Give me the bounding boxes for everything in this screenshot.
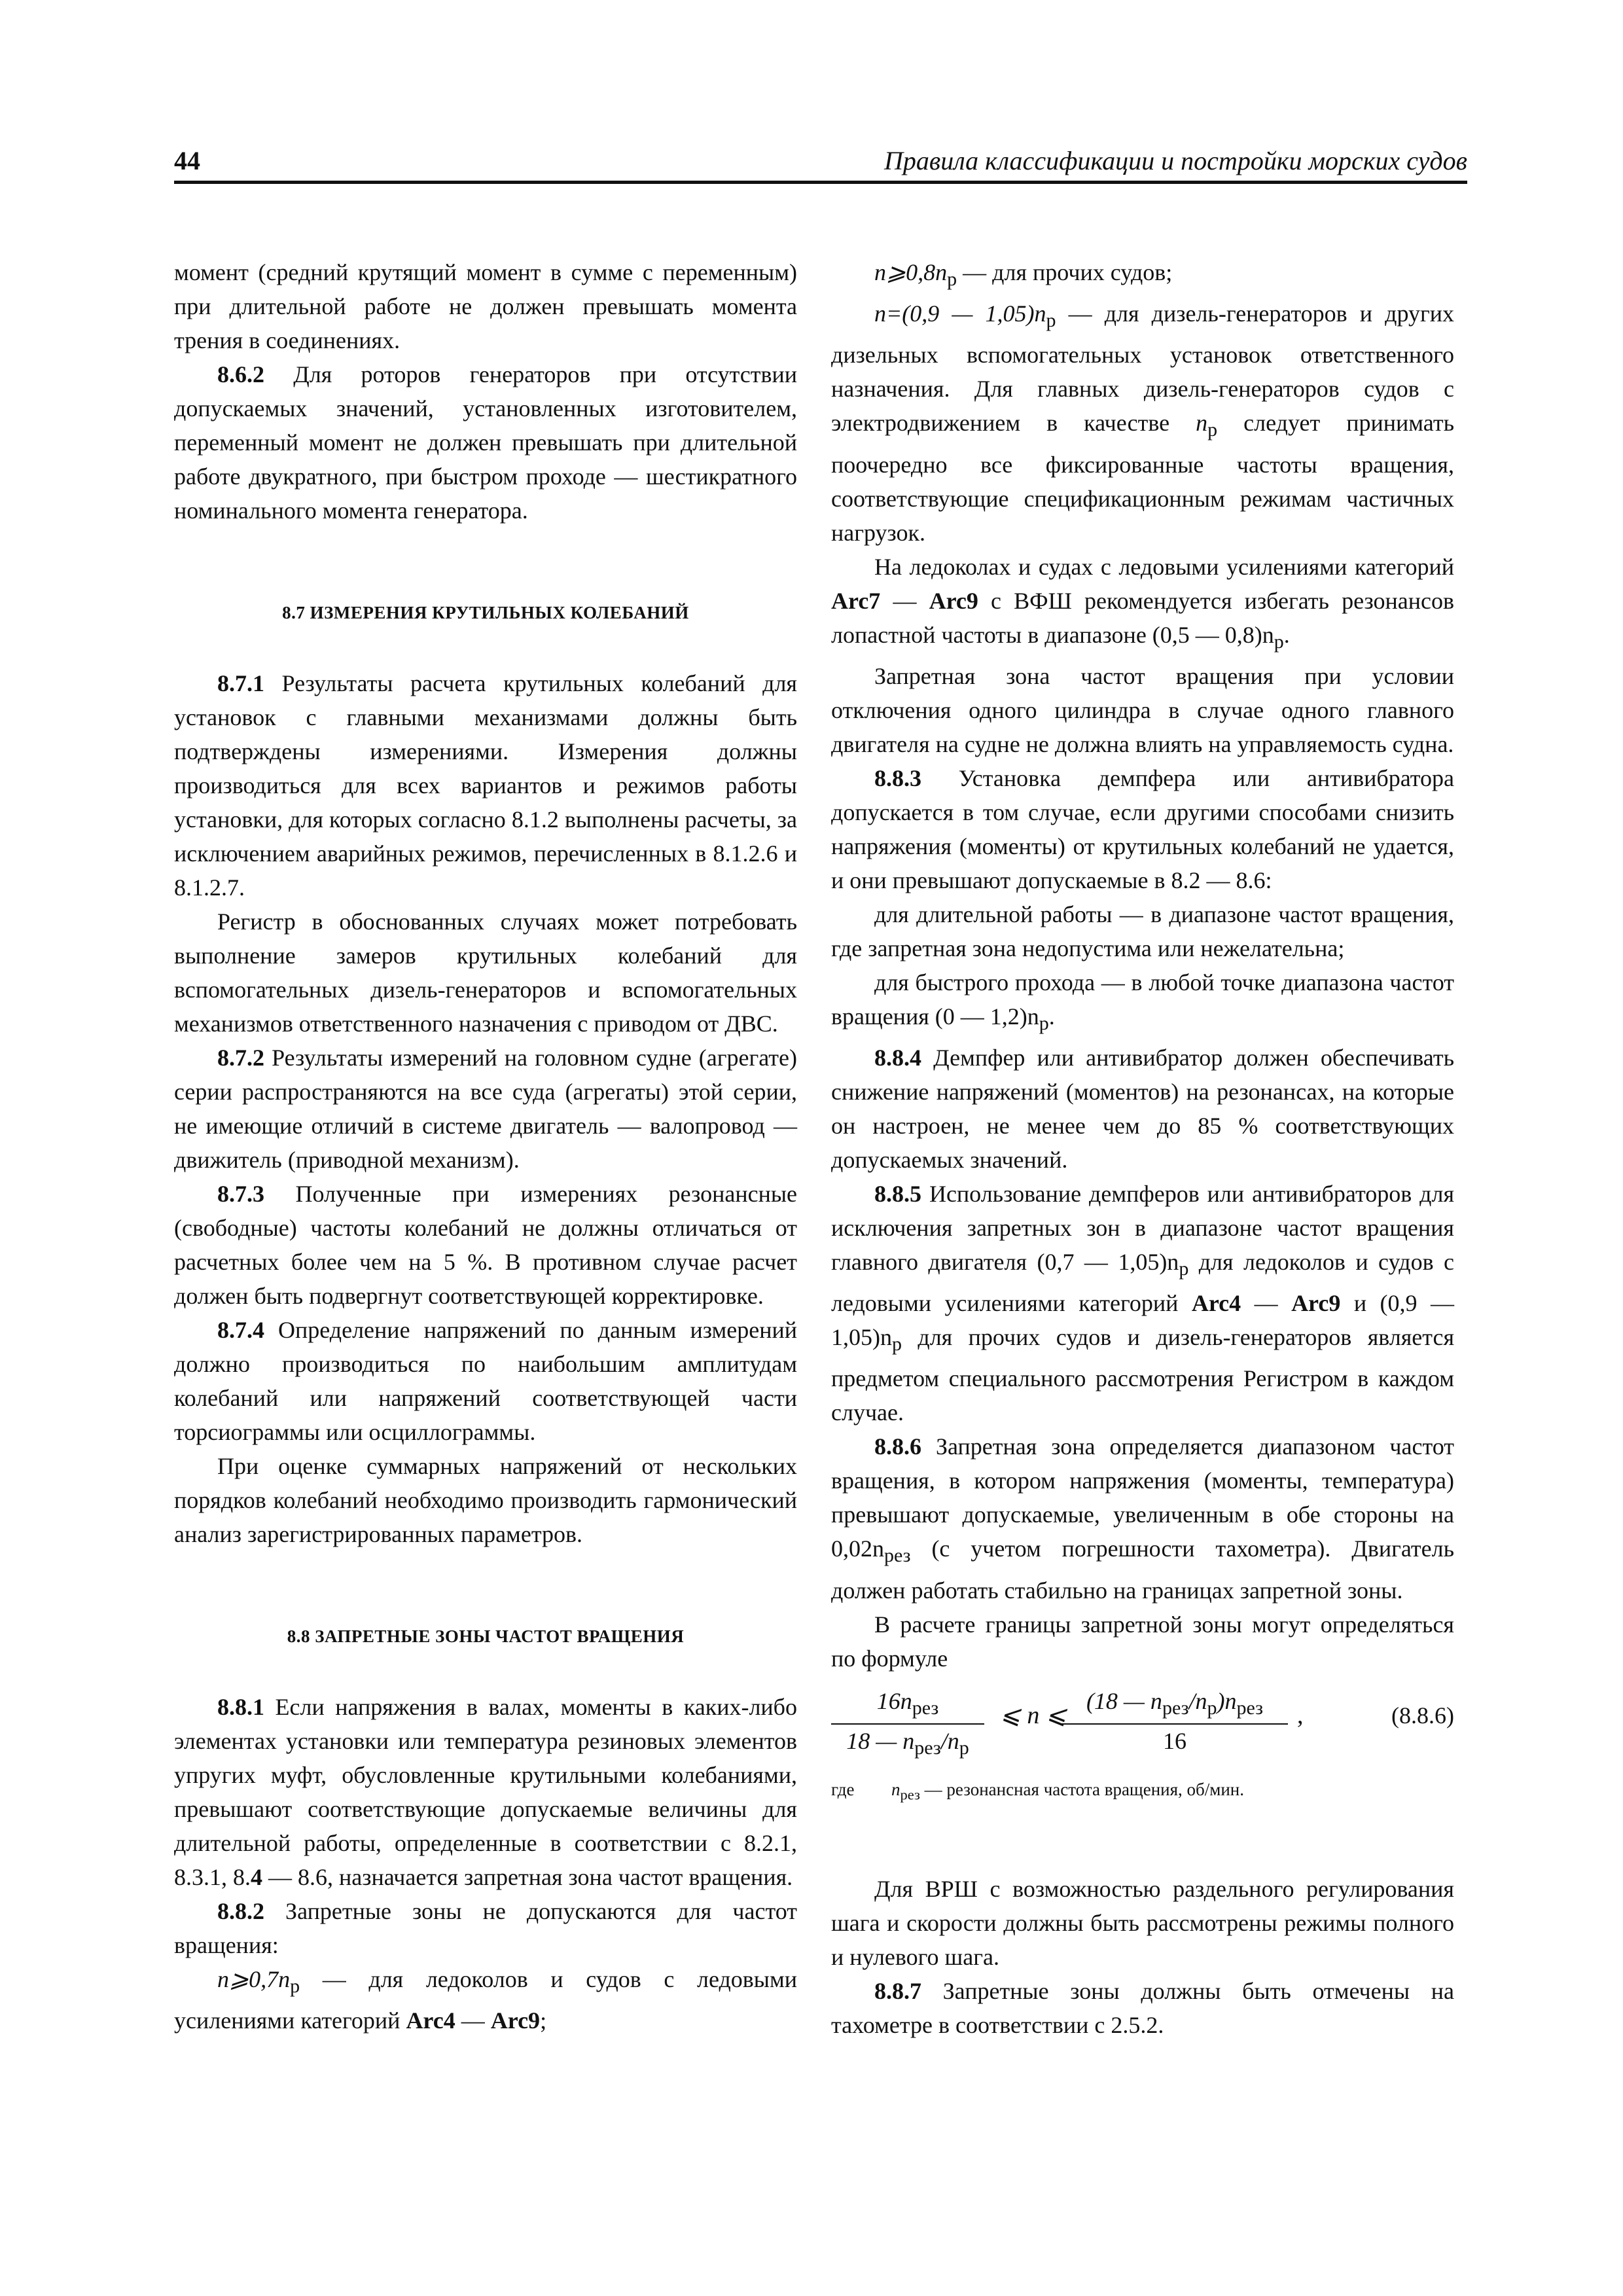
formula-fraction-upper-bound: (18 — $n_{рез}/n_р)n_{рез}$ 16 xyxy=(1061,1686,1288,1756)
paragraph-8-8-5: 8.8.5 Использование демпферов или антивибраторов для исключения запретных зон в диапазоне частот вращения главного двигателя (0,7 — $1,05)n_р$ для ледоколов и судов с ледовыми усилениями категорий Arc4 — Arc9 и (0,9 — $1,05)n_р$ для прочих судов и дизель-генераторов является предметом специального рассмотрения Регистром в каждом случае. xyxy=(831,1180,1454,1426)
condition-icebreakers: $n⩾0,7n_р$ — для ледоколов и судов с ледовыми усилениями категорий Arc4 — Arc9; xyxy=(174,1966,797,2034)
paragraph-8-7-4: 8.7.4 Определение напряжений по данным измерений должно производиться по наибольшим амплитудам колебаний или напряжений соответствующей части торсиограммы или осциллограммы. xyxy=(174,1317,797,1445)
paragraph-8-6-2: 8.6.2 Для роторов генераторов при отсутствии допускаемых значений, установленных изготовителем, переменный момент не должен превышать при длительной работе двукратного, при быстром проходе — шестикратного номинального момента генератора. xyxy=(174,361,797,524)
paragraph-fast-passage: для быстрого прохода — в любой точке диапазона частот вращения (0 — $1,2)n_р$. xyxy=(831,969,1454,1034)
paragraph-8-8-7: 8.8.7 Запретные зоны должны быть отмечены на тахометре в соответствии с 2.5.2. xyxy=(831,1977,1454,2038)
paragraph-icebreakers-vfsh: На ледоколах и судах с ледовыми усилениями категорий Arc7 — Arc9 с ВФШ рекомендуется избегать резонансов лопастной частоты в диапазоне (0,5 — $0,8)n_р$. xyxy=(831,553,1454,653)
clause-number: 8.7.4 xyxy=(217,1317,264,1343)
paragraph-8-8-4: 8.8.4 Демпфер или антивибратор должен обеспечивать снижение напряжений (моментов) на резонансах, на которые он настроен, не менее чем до 85 % соответствующих допускаемых значений. xyxy=(831,1044,1454,1173)
section-heading-8-7: 8.7 ИЗМЕРЕНИЯ КРУТИЛЬНЫХ КОЛЕБАНИЙ xyxy=(282,603,689,622)
paragraph-formula-intro: В расчете границы запретной зоны могут определяться по формуле xyxy=(831,1611,1454,1672)
clause-number: 8.6.2 xyxy=(217,361,264,387)
paragraph-register: Регистр в обоснованных случаях может потребовать выполнение замеров крутильных колебаний для вспомогательных дизель-генераторов и вспомогательных механизмов ответственного назначения с приводом от ДВС. xyxy=(174,908,797,1037)
page-number: 44 xyxy=(174,146,200,175)
paragraph-cylinder-cutout: Запретная зона частот вращения при условии отключения одного цилиндра в случае одного главного двигателя на судне не должна влиять на управляемость судна. xyxy=(831,662,1454,757)
clause-number: 8.8.7 xyxy=(874,1977,921,2004)
clause-number: 8.8.5 xyxy=(874,1180,921,1207)
paragraph-8-8-1: 8.8.1 Если напряжения в валах, моменты в каких-либо элементах установки или температура резиновых элементов упругих муфт, обусловленные крутильными колебаниями, превышают соответствующие допускаемые величины для длительной работы, определенные в соответствии с 8.2.1, 8.3.1, 8.4 — 8.6, назначается запретная зона частот вращения. xyxy=(174,1694,797,1890)
clause-number: 8.7.2 xyxy=(217,1045,264,1071)
condition-diesel-generators: n=(0,9 — $1,05)n_р$ — для дизель-генераторов и других дизельных вспомогательных установок ответственного назначения. Для главных дизель-генераторов судов с электродвижением в качестве $n_р$ следует принимать поочередно все фиксированные частоты вращения, соответствующие спецификационным режимам частичных нагрузок. xyxy=(831,300,1454,546)
formula-relation: ⩽ n ⩽ xyxy=(1000,1701,1067,1729)
paragraph-8-8-6: 8.8.6 Запретная зона определяется диапазоном частот вращения, в котором напряжения (моменты, температура) превышают допускаемые, увеличенным в обе стороны на $0,02n_{рез}$ (с учетом погрешности тахометра). Двигатель должен работать стабильно на границах запретной зоны. xyxy=(831,1433,1454,1604)
clause-number: 8.8.1 xyxy=(217,1694,264,1720)
paragraph-8-7-2: 8.7.2 Результаты измерений на головном судне (агрегате) серии распространяются на все суда (агрегаты) этой серии, не имеющие отличий в системе двигатель — валопровод — движитель (приводной механизм). xyxy=(174,1045,797,1173)
clause-number: 8.8.6 xyxy=(874,1433,921,1460)
clause-number: 8.8.3 xyxy=(874,764,921,791)
paragraph-continuation: момент (средний крутящий момент в сумме с переменным) при длительной работе не должен превышать момента трения в соединениях. xyxy=(174,259,797,353)
condition-other-ships: $n⩾0,8n_р$ — для прочих судов; xyxy=(874,259,1173,291)
paragraph-8-8-3: 8.8.3 Установка демпфера или антивибратора допускается в том случае, если другими способами снизить напряжения (моменты) от крутильных колебаний не удается, и они превышают допускаемые в 8.2 — 8.6: xyxy=(831,764,1454,893)
page-header xyxy=(174,143,1467,184)
clause-number: 8.7.3 xyxy=(217,1181,264,1207)
paragraph-8-7-1: 8.7.1 Результаты расчета крутильных колебаний для установок с главными механизмами должны быть подтверждены измерениями. Измерения должны производиться для всех вариантов и режимов работы установки, для которых согласно 8.1.2 выполнены расчеты, за исключением аварийных режимов, перечисленных в 8.1.2.6 и 8.1.2.7. xyxy=(174,670,797,901)
paragraph-vrsh: Для ВРШ с возможностью раздельного регулирования шага и скорости должны быть рассмотрены режимы полного и нулевого шага. xyxy=(831,1875,1454,1970)
formula-8-8-6 xyxy=(831,1686,1454,1775)
paragraph-long-operation: для длительной работы — в диапазоне частот вращения, где запретная зона недопустима или нежелательна; xyxy=(831,901,1454,961)
paragraph-harmonic: При оценке суммарных напряжений от нескольких порядков колебаний необходимо производить гармонический анализ зарегистрированных параметров. xyxy=(174,1453,797,1547)
clause-number: 8.8.4 xyxy=(874,1044,921,1071)
formula-fraction-lower-bound: $16n_{рез}$ 18 — $n_{рез}/n_р$ xyxy=(831,1686,984,1763)
formula-where-clause: где $n_{рез}$ — резонансная частота вращения, об/мин. xyxy=(831,1779,1244,1803)
running-title: Правила классификации и постройки морских судов xyxy=(883,146,1467,175)
paragraph-8-7-3: 8.7.3 Полученные при измерениях резонансные (свободные) частоты колебаний не должны отличаться от расчетных более чем на 5 %. В противном случае расчет должен быть подвергнут соответствующей корректировке. xyxy=(174,1181,797,1309)
clause-number: 8.7.1 xyxy=(217,670,264,696)
section-heading-8-8: 8.8 ЗАПРЕТНЫЕ ЗОНЫ ЧАСТОТ ВРАЩЕНИЯ xyxy=(287,1626,685,1646)
clause-number: 8.8.2 xyxy=(217,1898,264,1924)
equation-number: (8.8.6) xyxy=(1391,1702,1454,1729)
left-column xyxy=(174,255,797,2037)
right-column xyxy=(831,255,1454,2042)
paragraph-8-8-2: 8.8.2 Запретные зоны не допускаются для частот вращения: xyxy=(174,1898,797,1958)
formula-comma: , xyxy=(1297,1701,1304,1729)
